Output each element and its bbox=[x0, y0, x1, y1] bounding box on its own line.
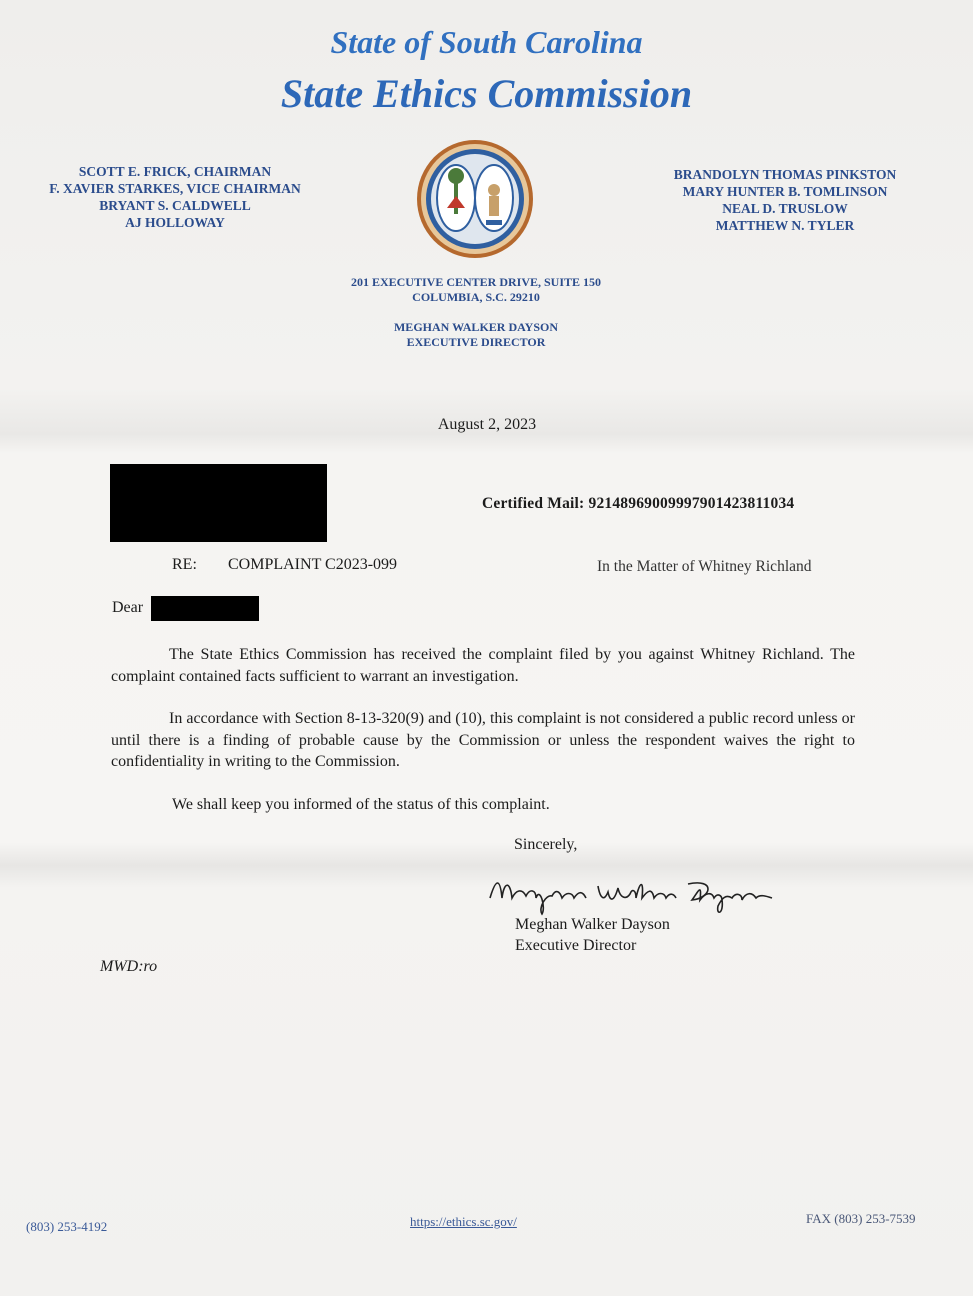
commissioner-name: MATTHEW N. TYLER bbox=[715, 218, 855, 233]
commissioner-name: AJ HOLLOWAY bbox=[125, 215, 225, 230]
closing: Sincerely, bbox=[514, 836, 578, 853]
salutation: Dear bbox=[112, 599, 144, 616]
footer-website-link[interactable]: https://ethics.sc.gov/ bbox=[410, 1214, 517, 1229]
complaint-number: COMPLAINT C2023-099 bbox=[228, 556, 398, 573]
commissioner-name: NEAL D. TRUSLOW bbox=[722, 201, 848, 216]
paragraph-2: In accordance with Section 8-13-320(9) and (10), this complaint is not considered a public record unless or until there is a finding of probable cause by the Commission or unless the respondent waives the right to confidentiality in writing to the Commission. bbox=[111, 710, 855, 770]
south-carolina-state-seal-icon bbox=[414, 138, 536, 260]
paragraph-3: We shall keep you informed of the status of this complaint. bbox=[172, 796, 550, 813]
signer-block bbox=[515, 914, 670, 956]
paragraph-1: The State Ethics Commission has received the complaint filed by you against Whitney Richland. The complaint contained facts sufficient to warrant an investigation. bbox=[111, 646, 855, 685]
commissioner-name: BRYANT S. CALDWELL bbox=[99, 198, 251, 213]
footer-phone: (803) 253-4192 bbox=[26, 1219, 108, 1234]
commission-address bbox=[300, 275, 652, 305]
matter-line: In the Matter of Whitney Richland bbox=[597, 558, 812, 575]
redacted-recipient-name bbox=[151, 596, 259, 621]
signer-title: Executive Director bbox=[515, 937, 637, 954]
commissioner-name: MARY HUNTER B. TOMLINSON bbox=[682, 184, 888, 199]
re-label: RE: bbox=[172, 556, 197, 573]
executive-director-block bbox=[300, 320, 652, 350]
letterhead-commission: State Ethics Commission bbox=[280, 71, 693, 116]
director-title: EXECUTIVE DIRECTOR bbox=[406, 335, 546, 349]
letterhead-state: State of South Carolina bbox=[330, 24, 643, 60]
commissioner-name: SCOTT E. FRICK, CHAIRMAN bbox=[78, 164, 272, 179]
commissioners-right bbox=[650, 166, 920, 234]
address-line-1: 201 EXECUTIVE CENTER DRIVE, SUITE 150 bbox=[350, 275, 602, 289]
commissioners-left bbox=[30, 163, 320, 231]
typist-initials: MWD:ro bbox=[100, 958, 158, 975]
commissioner-name: F. XAVIER STARKES, VICE CHAIRMAN bbox=[49, 181, 301, 196]
letter-date: August 2, 2023 bbox=[437, 416, 537, 433]
certified-mail-number: Certified Mail: 9214896900999790142381103​4 bbox=[482, 495, 795, 512]
director-name: MEGHAN WALKER DAYSON bbox=[393, 320, 559, 334]
handwritten-signature bbox=[486, 868, 776, 918]
commissioner-name: BRANDOLYN THOMAS PINKSTON bbox=[673, 167, 897, 182]
footer-fax: FAX (803) 253-7539 bbox=[806, 1211, 916, 1226]
signer-name: Meghan Walker Dayson bbox=[515, 916, 670, 933]
redacted-recipient-address bbox=[110, 464, 327, 542]
address-line-2: COLUMBIA, S.C. 29210 bbox=[412, 290, 540, 304]
